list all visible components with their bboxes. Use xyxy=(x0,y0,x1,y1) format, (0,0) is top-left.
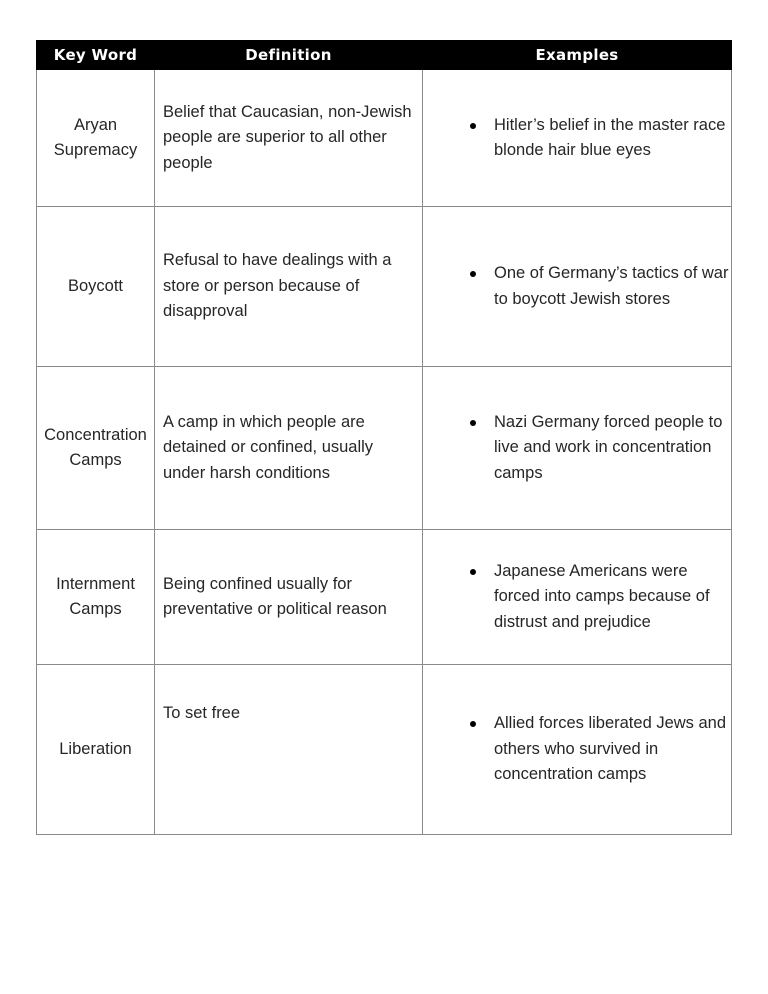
definition-cell: Refusal to have dealings with a store or person because of disapproval xyxy=(155,207,423,367)
examples-cell xyxy=(423,367,732,530)
column-header-key-word: Key Word xyxy=(37,41,155,70)
definition-cell: A camp in which people are detained or confined, usually under harsh conditions xyxy=(155,367,423,530)
examples-list xyxy=(423,711,731,788)
example-item: Nazi Germany forced people to live and work in concentration camps xyxy=(494,410,731,487)
key-word-cell: Boycott xyxy=(37,207,155,367)
example-item: One of Germany’s tactics of war to boycott Jewish stores xyxy=(494,261,731,312)
definition-cell: Being confined usually for preventative or political reason xyxy=(155,530,423,665)
key-word-cell: Concentration Camps xyxy=(37,367,155,530)
column-header-definition: Definition xyxy=(155,41,423,70)
examples-list xyxy=(423,113,731,164)
examples-list xyxy=(423,410,731,487)
examples-list xyxy=(423,559,731,636)
key-word-cell: Aryan Supremacy xyxy=(37,70,155,207)
definition-cell: Belief that Caucasian, non-Jewish people are superior to all other people xyxy=(155,70,423,207)
table-row xyxy=(37,207,732,367)
example-item: Allied forces liberated Jews and others who survived in concentration camps xyxy=(494,711,731,788)
key-word-cell: Internment Camps xyxy=(37,530,155,665)
examples-cell xyxy=(423,665,732,835)
examples-cell xyxy=(423,530,732,665)
table-row xyxy=(37,70,732,207)
table-row xyxy=(37,665,732,835)
table-row xyxy=(37,530,732,665)
examples-list xyxy=(423,261,731,312)
definition-cell: To set free xyxy=(155,665,423,835)
examples-cell xyxy=(423,207,732,367)
table-header xyxy=(37,41,732,70)
example-item: Japanese Americans were forced into camps because of distrust and prejudice xyxy=(494,559,731,636)
column-header-examples: Examples xyxy=(423,41,732,70)
table-body xyxy=(37,70,732,835)
header-row xyxy=(37,41,732,70)
examples-cell xyxy=(423,70,732,207)
example-item: Hitler’s belief in the master race blonde hair blue eyes xyxy=(494,113,731,164)
vocabulary-table xyxy=(36,40,732,835)
table-row xyxy=(37,367,732,530)
key-word-cell: Liberation xyxy=(37,665,155,835)
